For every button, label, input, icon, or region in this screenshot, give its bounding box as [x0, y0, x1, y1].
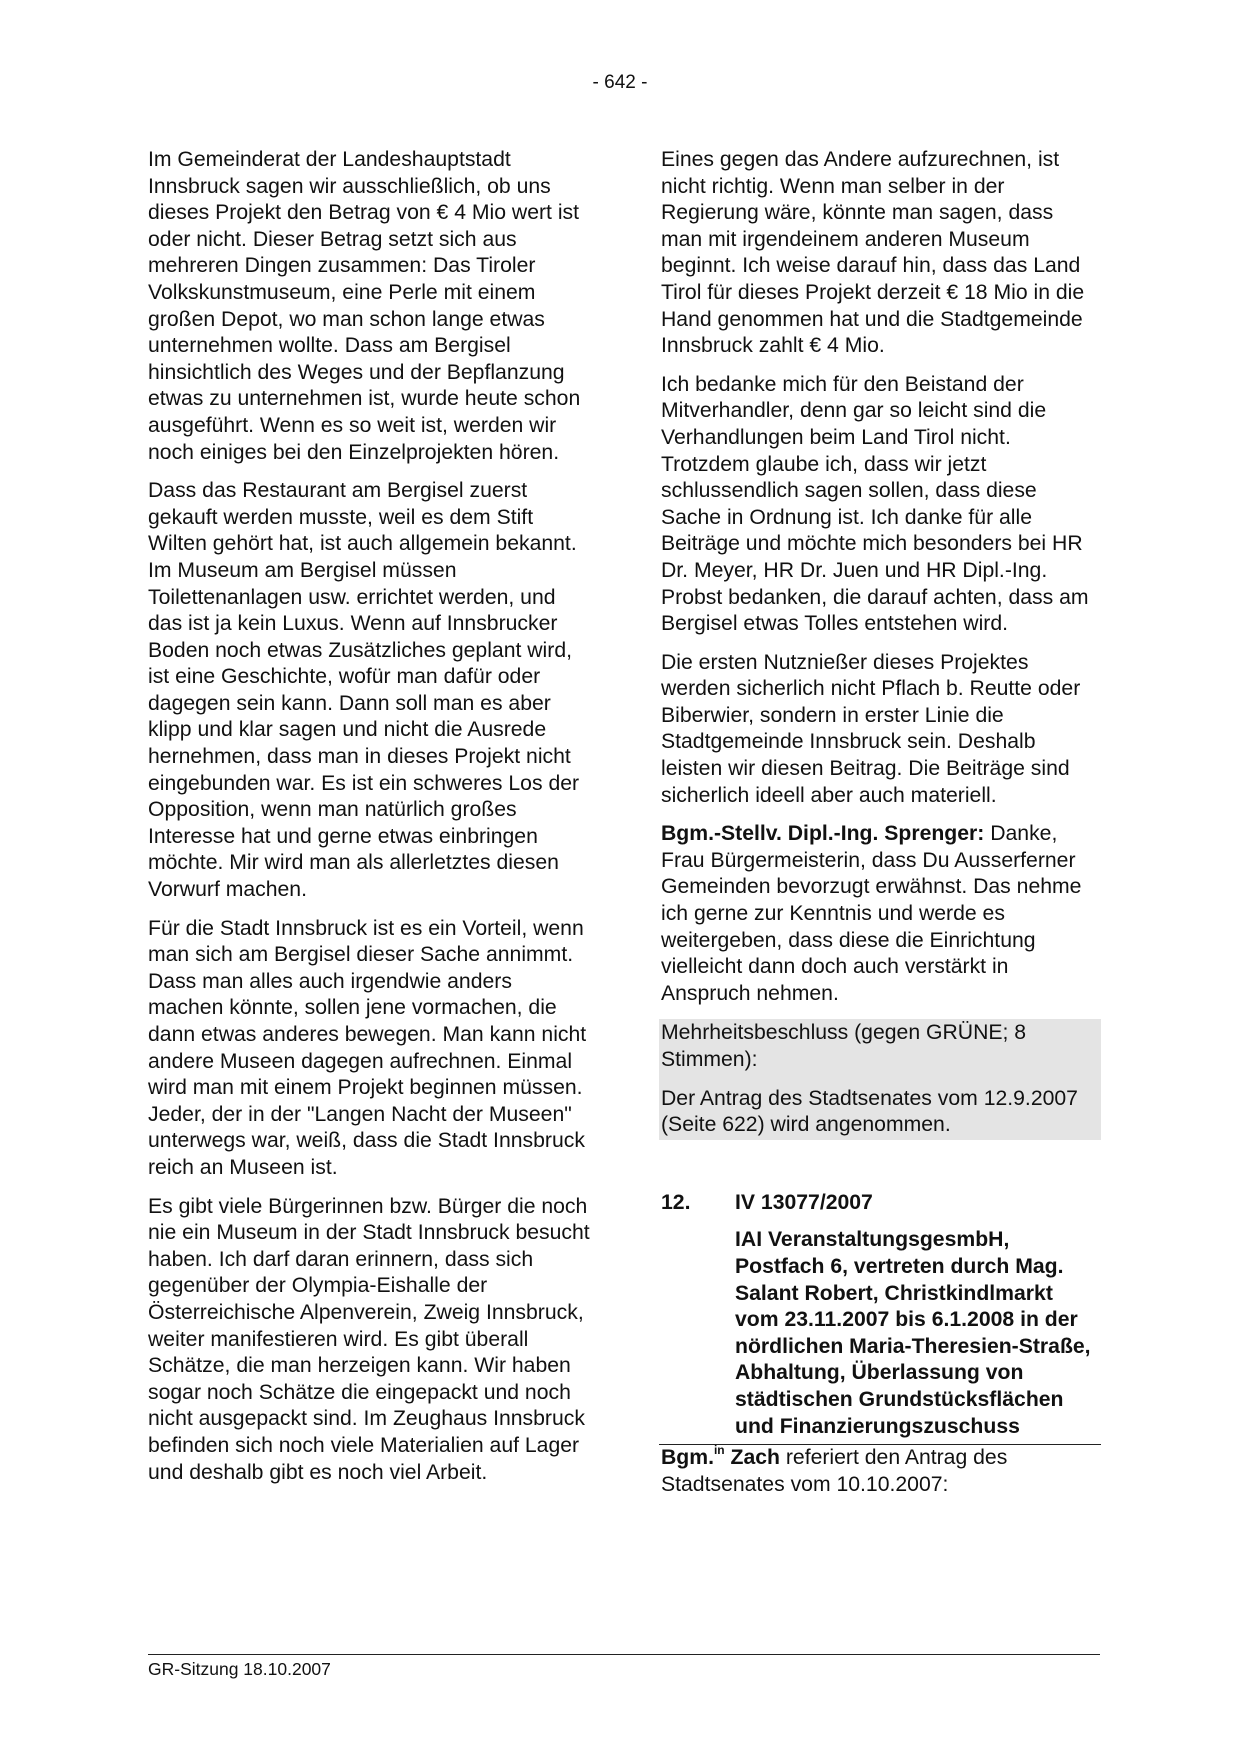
resolution-title: Mehrheitsbeschluss (gegen GRÜNE; 8 Stimmen):: [661, 1021, 1027, 1071]
paragraph: Dass das Restaurant am Bergisel zuerst gekauft werden musste, weil es dem Stift Wilten gehört hat, ist auch allgemein bekannt. Im Museum am Bergisel müssen Toilettenanlagen usw. errichtet werden, und das ist ja kein Luxus. Wenn auf Innsbrucker Boden noch etwas Zusätzliches geplant wird, ist eine Geschichte, wofür man dafür oder dagegen sein kann. Dann soll man es aber klipp und klar sagen und nicht die Ausrede hernehmen, dass man in dieses Projekt nicht eingebunden war. Es ist ein schweres Los der Opposition, wenn man natürlich großes Interesse hat und gerne etwas einbringen möchte. Mir wird man als allerletztes diesen Vorwurf machen.: [148, 479, 580, 902]
paragraph: Die ersten Nutznießer dieses Projektes werden sicherlich nicht Pflach b. Reutte oder Biberwier, sondern in erster Linie die Stadtgemeinde Innsbruck sein. Deshalb leisten wir diesen Beitrag. Die Beiträge sind sicherlich ideell aber auch materiell.: [661, 650, 1081, 807]
speaker-text: Danke, Frau Bürgermeisterin, dass Du Ausserferner Gemeinden bevorzugt erwähnst. Das nehme ich gerne zur Kenntnis und werde es weitergeben, dass diese die Einrichtung vielleicht dann doch auch verstärkt in Anspruch nehmen.: [661, 822, 1082, 1005]
paragraph: Im Gemeinderat der Landeshauptstadt Innsbruck sagen wir ausschließlich, ob uns dieses Projekt den Betrag von € 4 Mio wert ist oder nicht. Dieser Betrag setzt sich aus mehreren Dingen zusammen: Das Tiroler Volkskunstmuseum, eine Perle mit einem großen Depot, wo man schon lange etwas unternehmen wollte. Dass am Bergisel hinsichtlich des Weges und der Bepflanzung etwas zu unternehmen ist, wurde heute schon ausgeführt. Wenn es so weit ist, werden wir noch einiges bei den Einzelprojekten hören.: [148, 148, 581, 464]
paragraph: Für die Stadt Innsbruck ist es ein Vorteil, wenn man sich am Bergisel dieser Sache annimmt. Dass man alles auch irgendwie anders machen könnte, sollen jene vormachen, die dann etwas anderes bewegen. Man kann nicht andere Museen dagegen aufrechnen. Einmal wird man mit einem Projekt beginnen müssen. Jeder, der in der "Langen Nacht der Museen" unterwegs war, weiß, dass die Stadt Innsbruck reich an Museen ist.: [148, 916, 587, 1179]
left-column: [148, 147, 593, 1498]
paragraph: Eines gegen das Andere aufzurechnen, ist nicht richtig. Wenn man selber in der Regierung wäre, könnte man sagen, dass man mit irgendeinem anderen Museum beginnt. Ich weise darauf hin, dass das Land Tirol für dieses Projekt derzeit € 18 Mio in die Hand genommen hat und die Stadtgemeinde Innsbruck zahlt € 4 Mio.: [661, 148, 1085, 358]
agenda-item: [661, 1190, 1098, 1445]
reporter-name: Bgm.$^{in}$ Zach: [661, 1443, 780, 1470]
right-column: [661, 147, 1098, 1510]
footer-divider: [148, 1654, 1100, 1655]
agenda-item-description: IAI VeranstaltungsgesmbH, Postfach 6, vertreten durch Mag. Salant Robert, Christkindlmarkt vom 23.11.2007 bis 6.1.2008 in der nördlichen Maria-Theresien-Straße, Abhaltung, Überlassung von städtischen Grundstücksflächen und Finanzierungszuschuss: [735, 1228, 1091, 1438]
speaker-paragraph: [661, 821, 1098, 1007]
resolution-box: [659, 1019, 1101, 1139]
report-paragraph: [661, 1445, 1098, 1498]
resolution-text: Der Antrag des Stadtsenates vom 12.9.2007 (Seite 622) wird angenommen.: [661, 1086, 1078, 1137]
report-text: referiert den Antrag des Stadtsenates vom 10.10.2007:: [661, 1446, 1008, 1496]
agenda-item-code: IV 13077/2007: [735, 1190, 873, 1214]
page-number: - 642 -: [592, 72, 648, 93]
footer: GR-Sitzung 18.10.2007: [148, 1659, 331, 1679]
speaker-name: Bgm.-Stellv. Dipl.-Ing. Sprenger:: [661, 822, 985, 846]
paragraph: Ich bedanke mich für den Beistand der Mitverhandler, denn gar so leicht sind die Verhandlungen beim Land Tirol nicht. Trotzdem glaube ich, dass wir jetzt schlussendlich sagen sollen, dass diese Sache in Ordnung ist. Ich danke für alle Beiträge und möchte mich besonders bei HR Dr. Meyer, HR Dr. Juen und HR Dipl.-Ing. Probst bedanken, die darauf achten, dass am Bergisel etwas Tolles entstehen wird.: [661, 372, 1089, 636]
paragraph: Es gibt viele Bürgerinnen bzw. Bürger die noch nie ein Museum in der Stadt Innsbruck besucht haben. Ich darf daran erinnern, dass sich gegenüber der Olympia-Eishalle der Österreichische Alpenverein, Zweig Innsbruck, weiter manifestieren wird. Es gibt überall Schätze, die man herzeigen kann. Wir haben sogar noch Schätze die eingepackt und noch nicht ausgepackt sind. Im Zeughaus Innsbruck befinden sich noch viele Materialien auf Lager und deshalb gibt es noch viel Arbeit.: [148, 1194, 590, 1484]
agenda-item-number: 12.: [661, 1190, 691, 1214]
